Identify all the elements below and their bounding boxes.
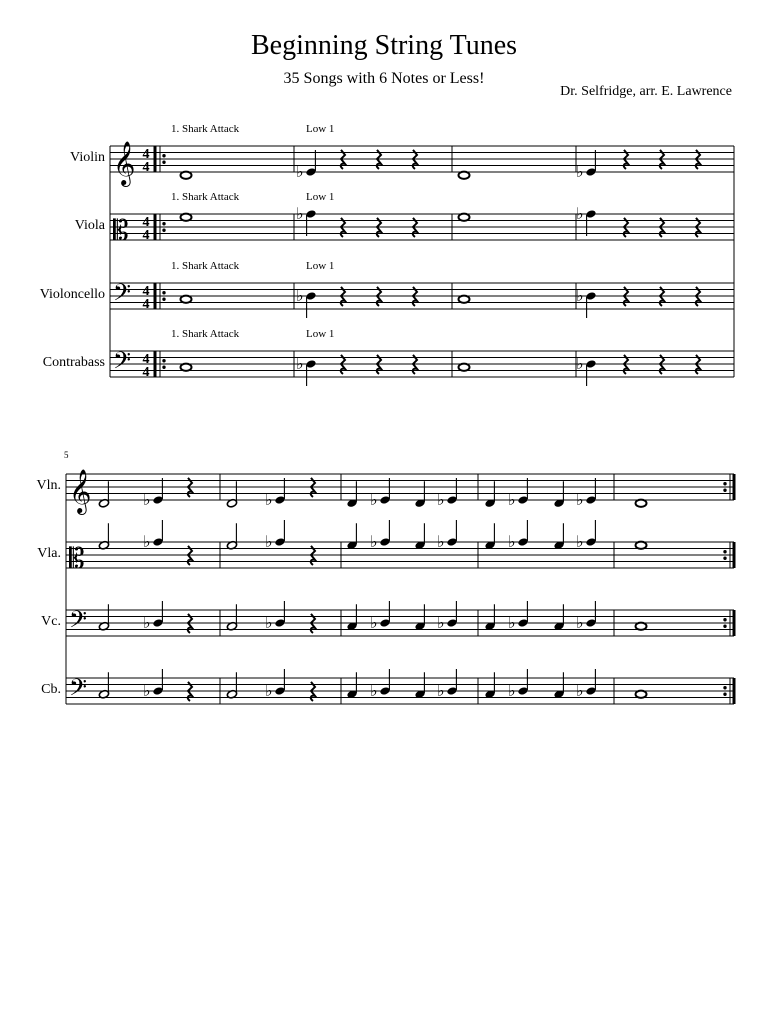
flat-sign: ♭ — [576, 534, 584, 551]
repeat-dot — [162, 229, 165, 232]
repeat-dot — [162, 154, 165, 157]
repeat-dot — [162, 359, 165, 362]
whole-note — [181, 364, 192, 371]
repeat-dot — [723, 618, 726, 621]
alto-clef-icon: 𝄡 — [69, 544, 85, 575]
flat-sign: ♭ — [508, 615, 516, 632]
repeat-dot — [162, 161, 165, 164]
page-title: Beginning String Tunes — [250, 30, 518, 61]
section-label: Low 1 — [306, 123, 335, 135]
instrument-name: Violin — [70, 150, 105, 165]
flat-sign: ♭ — [296, 356, 304, 373]
instrument-name: Viola — [74, 218, 105, 233]
time-signature-bottom: 4 — [142, 228, 150, 243]
whole-note — [636, 623, 647, 630]
section-label: Low 1 — [306, 260, 335, 272]
time-signature-bottom: 4 — [142, 365, 150, 380]
time-signature-bottom: 4 — [142, 297, 150, 312]
whole-note — [459, 364, 470, 371]
time-signature-bottom: 4 — [142, 160, 150, 175]
flat-sign: ♭ — [265, 683, 273, 700]
composer-credit: Dr. Selfridge, arr. E. Lawrence — [560, 84, 732, 99]
whole-note — [636, 500, 647, 507]
flat-sign: ♭ — [296, 206, 304, 223]
whole-note — [636, 542, 647, 549]
song-label: 1. Shark Attack — [171, 328, 240, 340]
flat-sign: ♭ — [143, 615, 151, 632]
flat-sign: ♭ — [265, 615, 273, 632]
instrument-name: Vla. — [37, 546, 61, 561]
whole-note — [636, 691, 647, 698]
flat-sign: ♭ — [437, 615, 445, 632]
whole-note — [181, 214, 192, 221]
flat-sign: ♭ — [576, 615, 584, 632]
flat-sign: ♭ — [296, 288, 304, 305]
flat-sign: ♭ — [508, 534, 516, 551]
flat-sign: ♭ — [265, 534, 273, 551]
flat-sign: ♭ — [437, 683, 445, 700]
flat-sign: ♭ — [437, 492, 445, 509]
time-signature-top: 4 — [142, 352, 150, 367]
repeat-dot — [723, 482, 726, 485]
page-subtitle: 35 Songs with 6 Notes or Less! — [283, 70, 485, 87]
flat-sign: ♭ — [508, 492, 516, 509]
flat-sign: ♭ — [370, 683, 378, 700]
flat-sign: ♭ — [576, 164, 584, 181]
repeat-dot — [162, 222, 165, 225]
repeat-dot — [723, 693, 726, 696]
alto-clef-icon: 𝄡 — [113, 216, 129, 247]
song-label: 1. Shark Attack — [171, 260, 240, 272]
instrument-name: Vc. — [41, 614, 61, 629]
whole-note — [181, 172, 192, 179]
repeat-dot — [723, 686, 726, 689]
bass-clef-icon: 𝄢 — [69, 675, 88, 707]
flat-sign: ♭ — [296, 164, 304, 181]
whole-note — [181, 296, 192, 303]
time-signature-top: 4 — [142, 215, 150, 230]
instrument-name: Contrabass — [42, 355, 105, 370]
flat-sign: ♭ — [143, 683, 151, 700]
bass-clef-icon: 𝄢 — [113, 280, 132, 312]
bass-clef-icon: 𝄢 — [69, 607, 88, 639]
treble-clef-icon: 𝄞 — [69, 471, 92, 513]
flat-sign: ♭ — [370, 615, 378, 632]
repeat-dot — [162, 291, 165, 294]
flat-sign: ♭ — [508, 683, 516, 700]
flat-sign: ♭ — [143, 534, 151, 551]
section-label: Low 1 — [306, 328, 335, 340]
repeat-dot — [162, 298, 165, 301]
flat-sign: ♭ — [576, 356, 584, 373]
system-2 — [37, 450, 735, 707]
repeat-dot — [162, 366, 165, 369]
bass-clef-icon: 𝄢 — [113, 348, 132, 380]
repeat-dot — [723, 489, 726, 492]
flat-sign: ♭ — [265, 492, 273, 509]
repeat-dot — [723, 557, 726, 560]
flat-sign: ♭ — [370, 492, 378, 509]
flat-sign: ♭ — [143, 492, 151, 509]
whole-note — [459, 214, 470, 221]
flat-sign: ♭ — [576, 288, 584, 305]
flat-sign: ♭ — [576, 683, 584, 700]
whole-note — [459, 172, 470, 179]
time-signature-top: 4 — [142, 284, 150, 299]
section-label: Low 1 — [306, 191, 335, 203]
repeat-dot — [723, 625, 726, 628]
instrument-name: Cb. — [41, 682, 61, 697]
instrument-name: Violoncello — [39, 287, 105, 302]
measure-number: 5 — [64, 450, 69, 460]
flat-sign: ♭ — [437, 534, 445, 551]
instrument-name: Vln. — [36, 478, 61, 493]
whole-note — [459, 296, 470, 303]
flat-sign: ♭ — [576, 492, 584, 509]
repeat-dot — [723, 550, 726, 553]
flat-sign: ♭ — [576, 206, 584, 223]
treble-clef-icon: 𝄞 — [113, 143, 136, 185]
song-label: 1. Shark Attack — [171, 123, 240, 135]
song-label: 1. Shark Attack — [171, 191, 240, 203]
system-1 — [40, 123, 734, 386]
time-signature-top: 4 — [142, 147, 150, 162]
flat-sign: ♭ — [370, 534, 378, 551]
